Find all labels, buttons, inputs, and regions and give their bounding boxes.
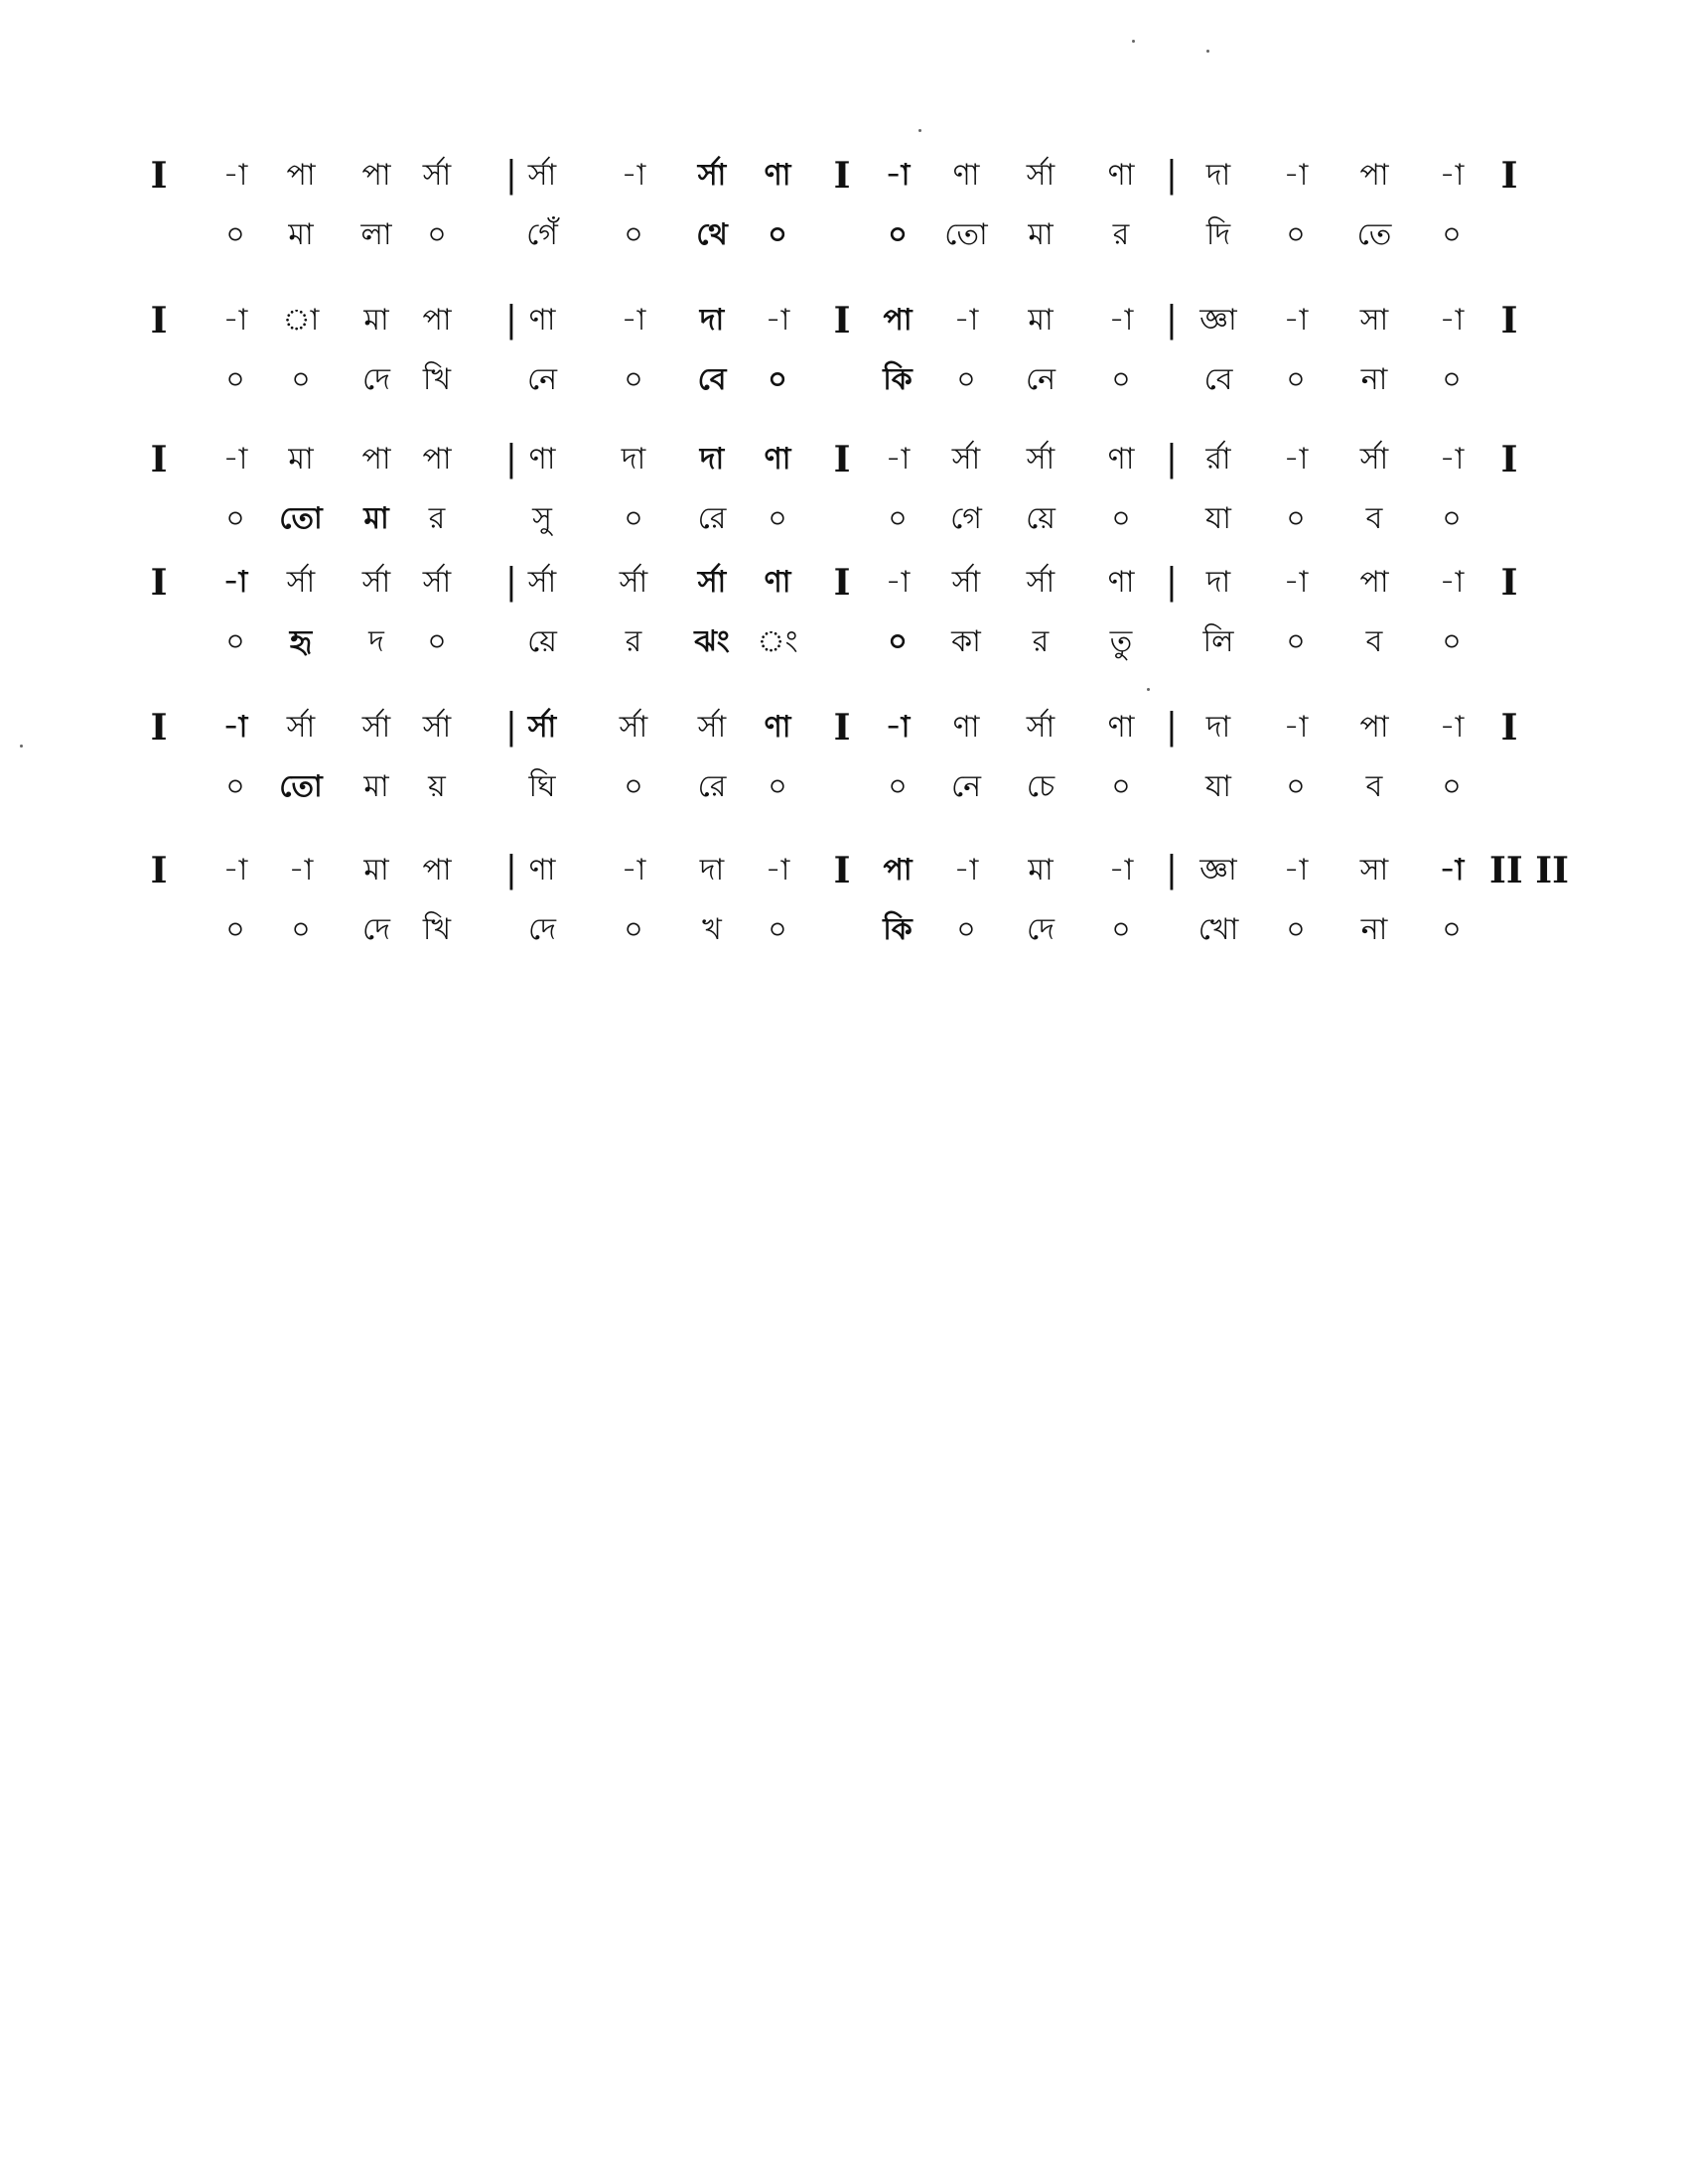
swara-note: -া	[222, 158, 248, 193]
lyric-row	[0, 205, 1688, 265]
swara-note: পা	[883, 303, 913, 338]
lyric-syllable: য়ে	[1026, 501, 1055, 536]
swara-note: -া	[1439, 158, 1465, 193]
lyric-syllable: ব	[1365, 769, 1383, 804]
beat-bar: |	[1165, 562, 1179, 603]
swara-note: -া	[621, 158, 646, 193]
beat-bar: |	[504, 439, 518, 479]
swara-note: পা	[883, 853, 913, 887]
swara-row	[0, 841, 1688, 900]
beat-bar: |	[504, 707, 518, 748]
lyric-syllable: ০	[1111, 501, 1131, 536]
swara-note: -া	[222, 710, 248, 745]
swara-note: ণা	[1107, 442, 1135, 477]
scan-speck	[1147, 688, 1150, 691]
swara-note: দা	[1205, 158, 1231, 193]
end-bar: I	[1500, 155, 1518, 197]
swara-note: ণা	[528, 853, 556, 887]
lyric-syllable: গে	[950, 501, 982, 536]
beat-bar: |	[1165, 707, 1179, 748]
swara-note: -া	[1283, 853, 1309, 887]
swara-note: পা	[422, 303, 452, 338]
start-bar: I	[150, 439, 168, 480]
swara-note: -া	[765, 853, 790, 887]
start-bar: I	[150, 155, 168, 197]
lyric-syllable: মা	[363, 769, 389, 804]
swara-note: পা	[1359, 710, 1389, 745]
swara-note: র্সা	[697, 565, 727, 600]
start-bar: I	[150, 300, 168, 341]
swara-note: া	[282, 303, 320, 338]
lyric-syllable: মা	[363, 501, 389, 536]
swara-note: ণা	[1107, 565, 1135, 600]
swara-note: -া	[953, 853, 979, 887]
lyric-syllable: ০	[1286, 217, 1306, 252]
lyric-syllable: কি	[883, 362, 913, 397]
end-bar: I	[1500, 707, 1518, 749]
lyric-syllable: তো	[279, 501, 323, 536]
swara-note: জ্ঞা	[1199, 853, 1237, 887]
swara-note: দা	[1205, 710, 1231, 745]
lyric-syllable: গেঁ	[526, 217, 558, 252]
lyric-syllable: ০	[768, 769, 787, 804]
lyric-syllable: ০	[956, 912, 976, 947]
lyric-syllable: ০	[1111, 769, 1131, 804]
section-bar: I	[833, 300, 851, 341]
swara-row	[0, 291, 1688, 350]
swara-note: র্সা	[1026, 710, 1055, 745]
swara-note: র্সা	[286, 565, 316, 600]
lyric-syllable: ং	[757, 624, 798, 659]
lyric-syllable: ঝং	[694, 624, 730, 659]
lyric-syllable: থে	[696, 217, 728, 252]
lyric-syllable: ০	[1286, 501, 1306, 536]
lyric-syllable: হৃ	[289, 624, 313, 659]
beat-bar: |	[1165, 155, 1179, 196]
lyric-syllable: ০	[888, 501, 908, 536]
swara-note: সা	[1359, 303, 1389, 338]
lyric-row	[0, 489, 1688, 549]
swara-note: ণা	[764, 442, 791, 477]
swara-note: র্সা	[361, 565, 391, 600]
section-bar: I	[833, 850, 851, 891]
swara-note: মা	[1028, 853, 1054, 887]
swara-note: পা	[422, 442, 452, 477]
swara-note: ণা	[1107, 710, 1135, 745]
swara-note: পা	[286, 158, 316, 193]
lyric-syllable: লি	[1202, 624, 1234, 659]
swara-note: -া	[885, 158, 911, 193]
lyric-syllable: লা	[360, 217, 392, 252]
swara-note: -া	[885, 565, 911, 600]
swara-note: -া	[222, 303, 248, 338]
beat-bar: |	[1165, 850, 1179, 890]
swara-note: -া	[1283, 710, 1309, 745]
lyric-syllable: ০	[888, 769, 908, 804]
swara-note: মা	[288, 442, 314, 477]
scan-speck	[918, 129, 921, 132]
lyric-syllable: র	[1112, 217, 1130, 252]
lyric-syllable: তো	[279, 769, 323, 804]
lyric-syllable: ০	[888, 217, 908, 252]
swara-note: দা	[1205, 565, 1231, 600]
lyric-syllable: দি	[1205, 217, 1231, 252]
lyric-row	[0, 900, 1688, 960]
lyric-syllable: মা	[1028, 217, 1054, 252]
swara-note: র্সা	[619, 710, 648, 745]
swara-note: পা	[361, 442, 391, 477]
start-bar: I	[150, 562, 168, 604]
lyric-syllable: ০	[1286, 769, 1306, 804]
swara-note: র্সা	[527, 565, 557, 600]
swara-note: র্সা	[951, 565, 981, 600]
lyric-syllable: ০	[225, 501, 245, 536]
lyric-syllable: খো	[1197, 912, 1239, 947]
lyric-syllable: সু	[532, 501, 552, 536]
lyric-syllable: ০	[291, 362, 311, 397]
lyric-syllable: দে	[528, 912, 556, 947]
swara-note: -া	[1439, 565, 1465, 600]
swara-note: মা	[363, 853, 389, 887]
lyric-syllable: নে	[1025, 362, 1056, 397]
lyric-syllable: ০	[624, 362, 643, 397]
swara-note: র্সা	[527, 710, 557, 745]
swara-note: -া	[1283, 565, 1309, 600]
lyric-syllable: না	[1360, 362, 1388, 397]
lyric-syllable: যা	[1205, 769, 1231, 804]
swara-row	[0, 430, 1688, 489]
section-bar: I	[833, 155, 851, 197]
swara-note: র্সা	[1026, 442, 1055, 477]
swara-note: র্সা	[1026, 158, 1055, 193]
swara-row	[0, 698, 1688, 757]
beat-bar: |	[1165, 439, 1179, 479]
lyric-syllable: দে	[1027, 912, 1055, 947]
lyric-syllable: ০	[1442, 362, 1462, 397]
final-bar: II II	[1489, 850, 1569, 891]
swara-note: জ্ঞা	[1199, 303, 1237, 338]
lyric-syllable: ০	[1442, 912, 1462, 947]
swara-note: -া	[621, 303, 646, 338]
swara-note: -া	[885, 442, 911, 477]
lyric-syllable: ০	[768, 217, 787, 252]
swara-note: -া	[1108, 303, 1134, 338]
end-bar: I	[1500, 439, 1518, 480]
lyric-syllable: ০	[624, 501, 643, 536]
swara-note: র্সা	[697, 710, 727, 745]
swara-note: -া	[1283, 442, 1309, 477]
swara-note: -া	[765, 303, 790, 338]
lyric-syllable: ০	[1442, 624, 1462, 659]
lyric-row	[0, 613, 1688, 672]
lyric-syllable: ০	[624, 217, 643, 252]
lyric-syllable: ০	[225, 624, 245, 659]
swara-note: র্সা	[1359, 442, 1389, 477]
scan-speck	[20, 745, 23, 748]
lyric-syllable: ০	[1286, 362, 1306, 397]
lyric-syllable: খি	[422, 362, 452, 397]
lyric-syllable: ০	[888, 624, 908, 659]
swara-note: পা	[361, 158, 391, 193]
swara-note: র্সা	[422, 710, 452, 745]
lyric-syllable: য়	[428, 769, 446, 804]
swara-note: -া	[222, 442, 248, 477]
swara-note: র্সা	[697, 158, 727, 193]
swara-note: -া	[1439, 853, 1465, 887]
swara-note: ণা	[952, 158, 980, 193]
lyric-syllable: র	[625, 624, 642, 659]
lyric-syllable: যা	[1205, 501, 1231, 536]
section-bar: I	[833, 439, 851, 480]
lyric-syllable: রে	[697, 769, 727, 804]
swara-note: পা	[422, 853, 452, 887]
lyric-syllable: ০	[225, 769, 245, 804]
swara-note: ণা	[764, 710, 791, 745]
swara-note: ণা	[764, 158, 791, 193]
swara-note: পা	[1359, 565, 1389, 600]
lyric-syllable: ০	[225, 362, 245, 397]
swara-note: -া	[1108, 853, 1134, 887]
lyric-row	[0, 757, 1688, 817]
lyric-syllable: তে	[1356, 217, 1392, 252]
swara-note: র্সা	[527, 158, 557, 193]
lyric-syllable: ০	[1286, 624, 1306, 659]
lyric-syllable: ০	[1111, 362, 1131, 397]
lyric-syllable: ব	[1365, 624, 1383, 659]
lyric-syllable: না	[1360, 912, 1388, 947]
swara-note: র্সা	[422, 565, 452, 600]
lyric-syllable: ০	[624, 769, 643, 804]
swara-note: ণা	[764, 565, 791, 600]
swara-note: র্রা	[1205, 442, 1231, 477]
lyric-syllable: ঘি	[528, 769, 556, 804]
swara-note: ণা	[952, 710, 980, 745]
beat-bar: |	[504, 562, 518, 603]
lyric-syllable: নে	[526, 362, 558, 397]
swara-note: দা	[699, 303, 725, 338]
lyric-syllable: নে	[950, 769, 982, 804]
lyric-syllable: ০	[1286, 912, 1306, 947]
swara-note: -া	[1439, 442, 1465, 477]
end-bar: I	[1500, 562, 1518, 604]
swara-note: র্সা	[286, 710, 316, 745]
swara-note: -া	[1439, 710, 1465, 745]
start-bar: I	[150, 707, 168, 749]
swara-note: দা	[699, 853, 725, 887]
lyric-syllable: ০	[768, 912, 787, 947]
section-bar: I	[833, 707, 851, 749]
lyric-syllable: ০	[427, 624, 447, 659]
scan-speck	[1206, 50, 1209, 53]
lyric-syllable: ০	[1111, 912, 1131, 947]
swara-note: ণা	[528, 442, 556, 477]
swara-note: -া	[1439, 303, 1465, 338]
beat-bar: |	[504, 300, 518, 341]
lyric-syllable: খ	[702, 912, 722, 947]
lyric-syllable: ০	[225, 912, 245, 947]
section-bar: I	[833, 562, 851, 604]
swara-note: র্সা	[361, 710, 391, 745]
lyric-syllable: ০	[225, 217, 245, 252]
swara-note: দা	[621, 442, 646, 477]
lyric-syllable: কা	[951, 624, 981, 659]
lyric-syllable: কি	[883, 912, 913, 947]
lyric-syllable: দ	[368, 624, 384, 659]
swara-note: র্সা	[422, 158, 452, 193]
lyric-syllable: মা	[288, 217, 314, 252]
swara-note: -া	[953, 303, 979, 338]
scan-speck	[1132, 40, 1135, 43]
lyric-syllable: খি	[422, 912, 452, 947]
lyric-syllable: ০	[768, 362, 787, 397]
swara-note: র্সা	[1026, 565, 1055, 600]
swara-note: দা	[699, 442, 725, 477]
swara-note: -া	[222, 565, 248, 600]
swara-note: -া	[222, 853, 248, 887]
lyric-syllable: ০	[1442, 501, 1462, 536]
lyric-syllable: বে	[697, 362, 727, 397]
lyric-syllable: দে	[362, 912, 390, 947]
lyric-syllable: য়ে	[527, 624, 557, 659]
start-bar: I	[150, 850, 168, 891]
lyric-syllable: ০	[956, 362, 976, 397]
lyric-syllable: বে	[1203, 362, 1233, 397]
lyric-syllable: ০	[1442, 769, 1462, 804]
lyric-syllable: ব	[1365, 501, 1383, 536]
lyric-row	[0, 350, 1688, 410]
swara-row	[0, 146, 1688, 205]
swara-note: র্সা	[951, 442, 981, 477]
swara-note: -া	[621, 853, 646, 887]
beat-bar: |	[504, 850, 518, 890]
swara-note: সা	[1359, 853, 1389, 887]
lyric-syllable: ০	[768, 501, 787, 536]
swara-note: ণা	[1107, 158, 1135, 193]
beat-bar: |	[1165, 300, 1179, 341]
swara-note: র্সা	[619, 565, 648, 600]
lyric-syllable: দে	[362, 362, 390, 397]
lyric-syllable: তু	[1109, 624, 1133, 659]
lyric-syllable: ০	[291, 912, 311, 947]
end-bar: I	[1500, 300, 1518, 341]
lyric-syllable: তো	[944, 217, 988, 252]
lyric-syllable: র	[1032, 624, 1050, 659]
beat-bar: |	[504, 155, 518, 196]
swara-note: -া	[1283, 303, 1309, 338]
lyric-syllable: ০	[624, 912, 643, 947]
lyric-syllable: র	[428, 501, 446, 536]
swara-note: মা	[1028, 303, 1054, 338]
swara-note: -া	[1283, 158, 1309, 193]
swara-note: -া	[885, 710, 911, 745]
lyric-syllable: ০	[1442, 217, 1462, 252]
lyric-syllable: চে	[1026, 769, 1055, 804]
swara-note: মা	[363, 303, 389, 338]
lyric-syllable: ০	[427, 217, 447, 252]
lyric-syllable: রে	[697, 501, 727, 536]
swara-note: -া	[288, 853, 314, 887]
swara-note: ণা	[528, 303, 556, 338]
swara-note: পা	[1359, 158, 1389, 193]
swara-row	[0, 553, 1688, 613]
